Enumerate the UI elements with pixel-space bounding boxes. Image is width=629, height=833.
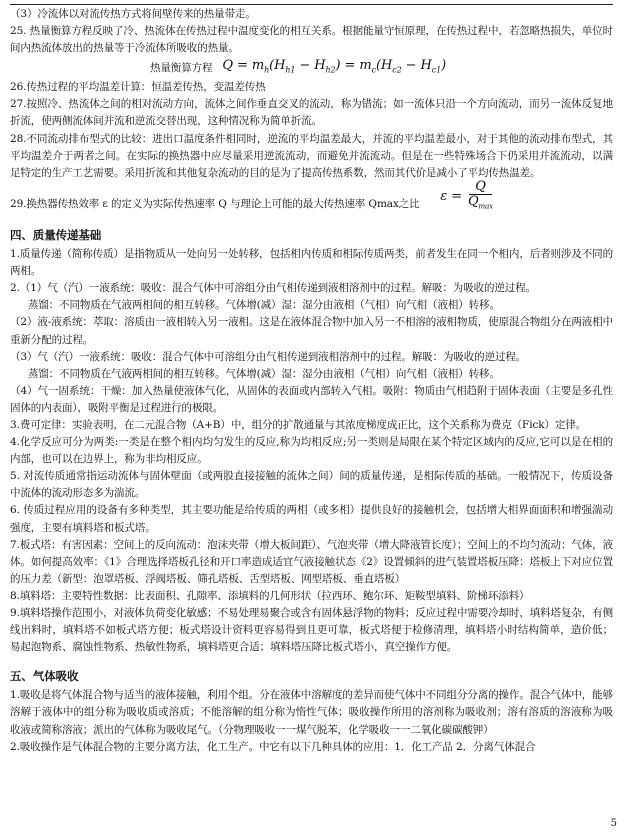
paragraph: 1.吸收是将气体混合物与适当的液体接触，利用个组。分在液体中溶解度的差异而使气体中不同组分分离的操作。混合气体中，能够溶解于液体中的组分称为吸收质或溶质；不能溶解的组分称为惰性气体；吸收操作所用的溶剂称为吸收剂；溶有溶质的溶液称为吸收液或简称溶液；派出的气体称为吸收尾气。（分物理吸收一一煤气脱苯，化学吸收一一二氧化碳碳酸钾） [10,689,613,736]
paragraph: 4.化学反应可分为两类:一类是在整个相内均匀发生的反应,称为均相反应;另一类则是局限在某个特定区域内的反应,它可以是在相的内部，也可以在边界上，称为非均相反应。 [10,436,613,466]
paragraph: （4）气一固系统：干燥：加入热量使液体气化，从固体的表面或内部转入气相。吸附：物质由气相趋附于固体表面（主要是多孔性固体的内表面），吸附平衡是过程进行的极限。 [10,384,613,414]
paragraph: 2.吸收操作是气体混合物的主要分离方法，化工生产。中它有以下几种具体的应用：1．化工产品 2．分离气体混合 [10,740,536,753]
paragraph: 1.质量传递（简称传质）是指物质从一处向另一处转移，包括相内传质和相际传质两类，前者发生在同一个相内，后者则涉及不同的两相。 [10,248,613,278]
paragraph: 29.换热器传热效率 ε 的定义为实际传热速率 Q 与理论上可能的最大传热速率 Qmax之比 [10,197,420,210]
document-body [10,6,613,756]
paragraph: 8.填料塔：主要特性数据：比表面积、孔隙率、添填料的几何形状（拉西环、鲍尔环、矩鞍型填料、阶梯环添料） [10,589,530,602]
paragraph: 27.按照冷、热流体之间的相对流动方向，流体之间作垂直交叉的流动，称为错流；如一流体只沿一个方向流动，而另一流体反复地折流，使两侧流体间并流和逆流交替出现，这种情况称为简单折流。 [10,98,613,128]
paragraph: 7.板式塔：有害因素：空间上的反向流动：泡沫夹带（增大板间距）、气泡夹带（增大降液管长度）；空间上的不均匀流动：气体，液体。如何提高效率：《1》合理选择塔板孔径和开口率造成适宜气液接触状态《2》设置倾斜的进气装置塔板压降：塔板上下对应位置的压力差（新型：泡罩塔板、浮阀塔板、筛孔塔板、舌型塔板、网型塔板、垂直塔板） [10,538,613,585]
paragraph: 蒸馏：不同物质在气液两相间的相互转移。气体增(减）湿：湿分由液相（气相）向气相（液相）转移。 [27,299,500,312]
paragraph: 蒸馏：不同物质在气液两相间的相互转移。气体增(减）湿：湿分由液相（气相）向气相（液相）转移。 [27,367,500,380]
paragraph: （3）冷流体以对流传热方式将间壁传来的热量带走。 [10,8,256,20]
paragraph: 6. 传质过程应用的设备有多种类型，其主要功能是给传质的两相（或多相）提供良好的接触机会，包括增大相界面面积和增强湍动强度，主要有填料塔和板式塔。 [10,504,613,534]
efficiency-paragraph [10,178,613,213]
efficiency-equation: ε = $\frac{Q}{Q_{max}}$ [440,178,493,211]
header-rule [10,4,613,5]
paragraph: 28.不同流动排布型式的比较：进出口温度条件相同时，逆流的平均温差最大，并流的平均温差最小，对于其他的流动排布型式，其平均温差介于两者之间。在实际的换热器中应尽量采用逆流流动，而避免并流流动。但是在一些特殊场合下仍采用并流流动，以满足特定的生产工艺需要。采用折流和其他复杂流动的目的是为了提高传热系数，然而其代价是减小了平均传热温差。 [10,132,613,179]
page-number: 5 [610,818,617,829]
equation-formula: $Q = m_h(H_{h1} - H_{h2}) = m_c(H_{c2} - H_{c1})$ [222,58,447,76]
equation-label: 热量衡算方程 [150,61,213,74]
paragraph: 3.费可定律：实验表明，在二元混合物（A+B）中，组分的扩散通量与其浓度梯度成正比，这个关系称为费克（Fick）定律。 [10,418,587,431]
paragraph: 9.填料塔操作范围小，对液体负荷变化敏感；不易处理易聚合或含有固体悬浮物的物料；反应过程中需要冷却时，填料塔复杂，有侧线出料时，填料塔不如板式塔方便；板式塔设计资料更容易得到且更可靠，板式塔便于检修清理，填料塔小时结构简单，造价低；易起泡物系、腐蚀性物系、热敏性物系，填料塔更合适；填料塔压降比板式塔小，真空操作方便。 [10,607,613,654]
paragraph: 25. 热量衡算方程反映了冷、热流体在传热过程中温度变化的相互关系。根据能量守恒原理，在传热过程中，若忽略热损失，单位时间内热流体放出的热量等于冷流体所吸收的热量。 [10,25,613,55]
paragraph: 5. 对流传质通常指运动流体与固体壁面（或两股直接接触的流体之间）间的质量传递，是相际传质的基础。一般情况下，传质设备中流体的流动形态多为湍流。 [10,470,613,500]
paragraph: （2）液-液系统：萃取：溶质由一液相转入另一液相。这是在液体混合物中加入另一不相溶的液相物质，使原混合物组分在两液相中重新分配的过程。 [10,316,613,346]
section-heading-mass-transfer: 四、质量传递基础 [10,227,102,242]
section-heading-gas-absorption: 五、气体吸收 [10,669,79,684]
heat-balance-equation [10,57,613,79]
paragraph: 2.（1）气（汽）一液系统：吸收：混合气体中可溶组分由气相传递到液相溶剂中的过程。解吸：为吸收的逆过程。 [10,282,536,295]
paragraph: 26.传热过程的平均温差计算：恒温差传热，变温差传热 [10,81,266,94]
paragraph: （3）气（汽）一液系统：吸收：混合气体中可溶组分由气相传递到液相溶剂中的过程。解吸：为吸收的逆过程。 [10,350,527,363]
